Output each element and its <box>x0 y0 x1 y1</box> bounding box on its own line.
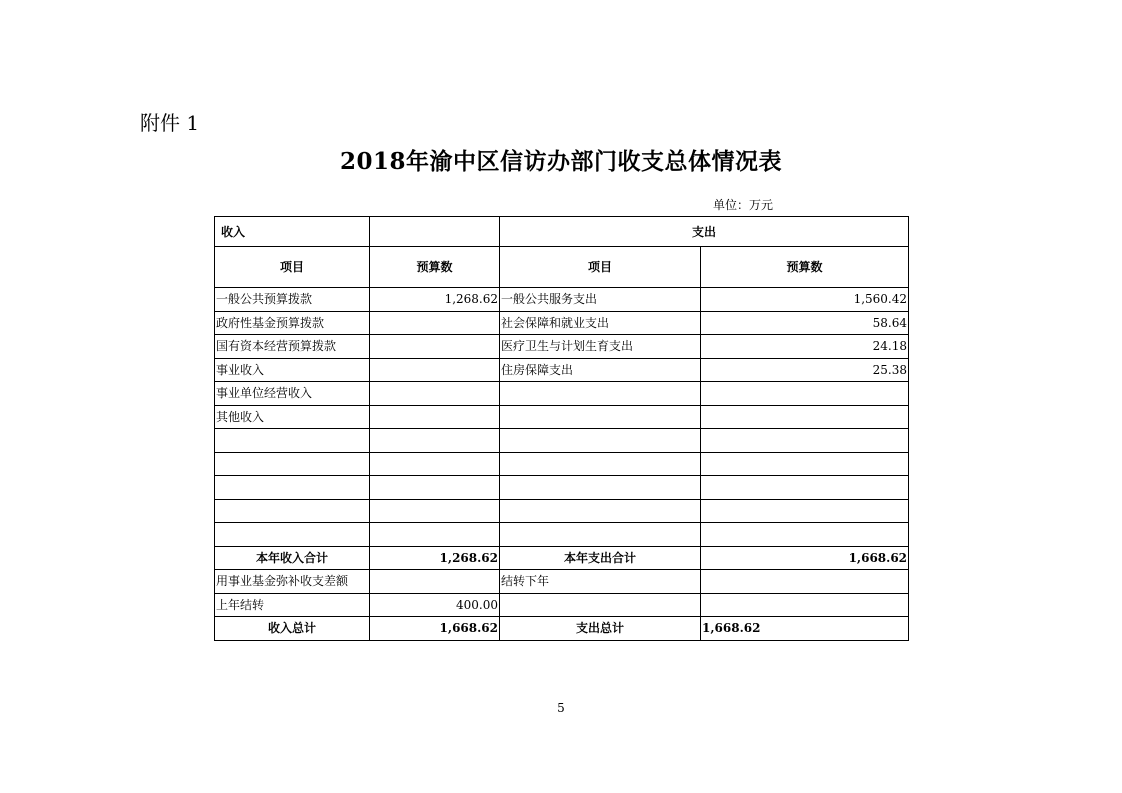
income-amount-cell <box>370 499 500 523</box>
income-amount-cell <box>370 452 500 476</box>
table-row <box>215 311 909 335</box>
expense-amount-cell: 25.38 <box>701 358 909 382</box>
table-row <box>215 452 909 476</box>
income-item-cell <box>215 476 370 500</box>
expense-amount-cell <box>701 523 909 547</box>
table-column-header-row <box>215 247 909 288</box>
income-section-header: 收入 <box>215 217 370 247</box>
subtotal-row <box>215 546 909 570</box>
table-row <box>215 335 909 359</box>
expense-item-cell: 支出总计 <box>500 617 701 641</box>
table-row <box>215 288 909 312</box>
expense-amount-cell <box>701 452 909 476</box>
table-row <box>215 382 909 406</box>
income-amount-cell <box>370 382 500 406</box>
page-number: 5 <box>557 701 565 715</box>
expense-budget-column-header: 预算数 <box>701 247 909 288</box>
expense-item-column-header: 项目 <box>500 247 701 288</box>
income-amount-cell <box>370 570 500 594</box>
income-item-cell: 一般公共预算拨款 <box>215 288 370 312</box>
expense-item-cell: 一般公共服务支出 <box>500 288 701 312</box>
table-row <box>215 570 909 594</box>
expense-amount-cell: 1,560.42 <box>701 288 909 312</box>
income-amount-cell <box>370 523 500 547</box>
expense-item-cell <box>500 429 701 453</box>
income-item-column-header: 项目 <box>215 247 370 288</box>
table-row <box>215 593 909 617</box>
expense-item-cell: 医疗卫生与计划生育支出 <box>500 335 701 359</box>
expense-item-cell <box>500 476 701 500</box>
expense-amount-cell <box>701 429 909 453</box>
income-item-cell: 本年收入合计 <box>215 546 370 570</box>
expense-amount-cell: 24.18 <box>701 335 909 359</box>
unit-label: 单位：万元 <box>713 198 774 212</box>
expense-item-cell <box>500 593 701 617</box>
expense-amount-cell: 58.64 <box>701 311 909 335</box>
page-title: 2018年渝中区信访办部门收支总体情况表 <box>339 148 782 175</box>
income-budget-column-header: 预算数 <box>370 247 500 288</box>
expense-amount-cell <box>701 570 909 594</box>
expense-amount-cell <box>701 382 909 406</box>
income-item-cell <box>215 523 370 547</box>
income-amount-cell: 1,668.62 <box>370 617 500 641</box>
budget-table <box>214 216 909 641</box>
income-amount-cell <box>370 476 500 500</box>
income-item-cell <box>215 452 370 476</box>
income-amount-cell <box>370 358 500 382</box>
expense-item-cell <box>500 499 701 523</box>
table-row <box>215 358 909 382</box>
expense-amount-cell: 1,668.62 <box>701 617 909 641</box>
table-row <box>215 476 909 500</box>
table-row <box>215 499 909 523</box>
income-amount-cell <box>370 405 500 429</box>
expense-item-cell <box>500 523 701 547</box>
income-item-cell: 用事业基金弥补收支差额 <box>215 570 370 594</box>
empty-header-cell <box>370 217 500 247</box>
income-item-cell: 其他收入 <box>215 405 370 429</box>
income-amount-cell <box>370 311 500 335</box>
expense-item-cell: 本年支出合计 <box>500 546 701 570</box>
table-section-header-row <box>215 217 909 247</box>
expense-item-cell: 结转下年 <box>500 570 701 594</box>
income-item-cell: 收入总计 <box>215 617 370 641</box>
income-amount-cell <box>370 335 500 359</box>
attachment-label: 附件 1 <box>140 111 200 135</box>
table-row <box>215 523 909 547</box>
income-amount-cell: 400.00 <box>370 593 500 617</box>
income-item-cell <box>215 429 370 453</box>
income-item-cell: 事业收入 <box>215 358 370 382</box>
expense-item-cell <box>500 405 701 429</box>
expense-section-header: 支出 <box>500 217 909 247</box>
income-amount-cell <box>370 429 500 453</box>
income-amount-cell: 1,268.62 <box>370 288 500 312</box>
income-item-cell: 政府性基金预算拨款 <box>215 311 370 335</box>
expense-item-cell <box>500 382 701 406</box>
expense-item-cell: 住房保障支出 <box>500 358 701 382</box>
income-item-cell: 上年结转 <box>215 593 370 617</box>
table-row <box>215 429 909 453</box>
income-amount-cell: 1,268.62 <box>370 546 500 570</box>
income-item-cell: 国有资本经营预算拨款 <box>215 335 370 359</box>
expense-amount-cell: 1,668.62 <box>701 546 909 570</box>
income-item-cell: 事业单位经营收入 <box>215 382 370 406</box>
expense-item-cell: 社会保障和就业支出 <box>500 311 701 335</box>
expense-amount-cell <box>701 405 909 429</box>
total-row <box>215 617 909 641</box>
expense-amount-cell <box>701 593 909 617</box>
table-row <box>215 405 909 429</box>
expense-amount-cell <box>701 499 909 523</box>
income-item-cell <box>215 499 370 523</box>
expense-amount-cell <box>701 476 909 500</box>
expense-item-cell <box>500 452 701 476</box>
